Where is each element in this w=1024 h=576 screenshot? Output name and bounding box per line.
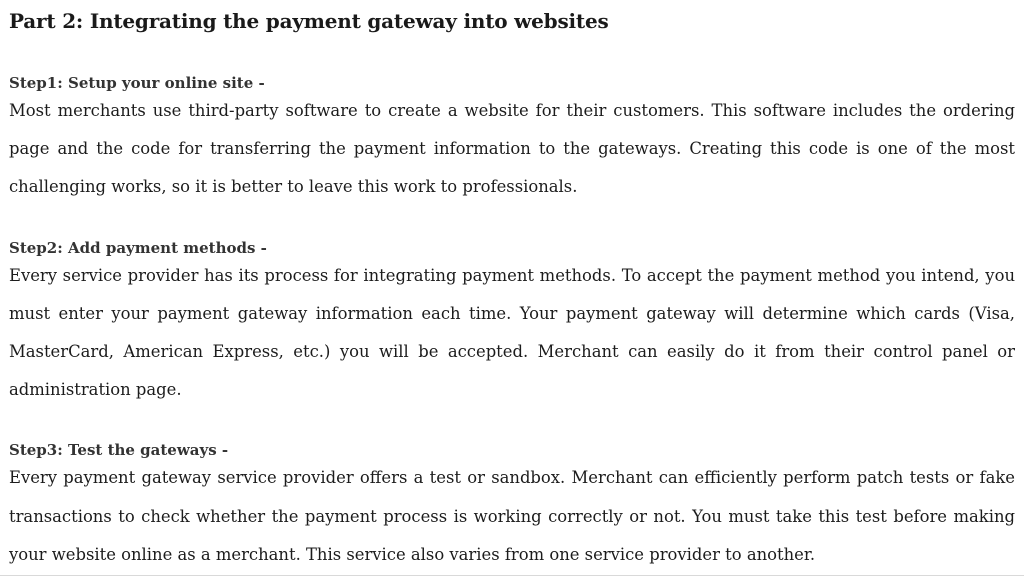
step-1-body: Most merchants use third-party software to create a website for their customers. This software includes the ordering page and the code for transferring the payment information to the gateways. Creating this code is one of the most challenging works, so it is better to leave this work to professionals. <box>9 101 1015 197</box>
step-3-heading: Step3: Test the gateways - <box>9 441 229 460</box>
part-title: Part 2: Integrating the payment gateway into websites <box>9 9 609 33</box>
step-2-section <box>9 238 1015 410</box>
step-1-heading: Step1: Setup your online site - <box>9 74 265 92</box>
step-2-body: Every service provider has its process for integrating payment methods. To accept the payment method you intend, you must enter your payment gateway information each time. Your payment gateway will determine which cards (Visa, MasterCard, American Express, etc.) you will be accepted. Merchant can easily do it from their control panel or administration page. <box>9 265 1015 400</box>
step-3-body: Every payment gateway service provider offers a test or sandbox. Merchant can efficiently perform patch tests or fake transactions to check whether the payment process is working correctly or not. You must take this test before making your website online as a merchant. This service also varies from one service provider to another. <box>9 468 1015 564</box>
step-2-heading: Step2: Add payment methods - <box>9 238 267 257</box>
step-3-section <box>9 440 1015 574</box>
step-1-section <box>9 73 1015 207</box>
